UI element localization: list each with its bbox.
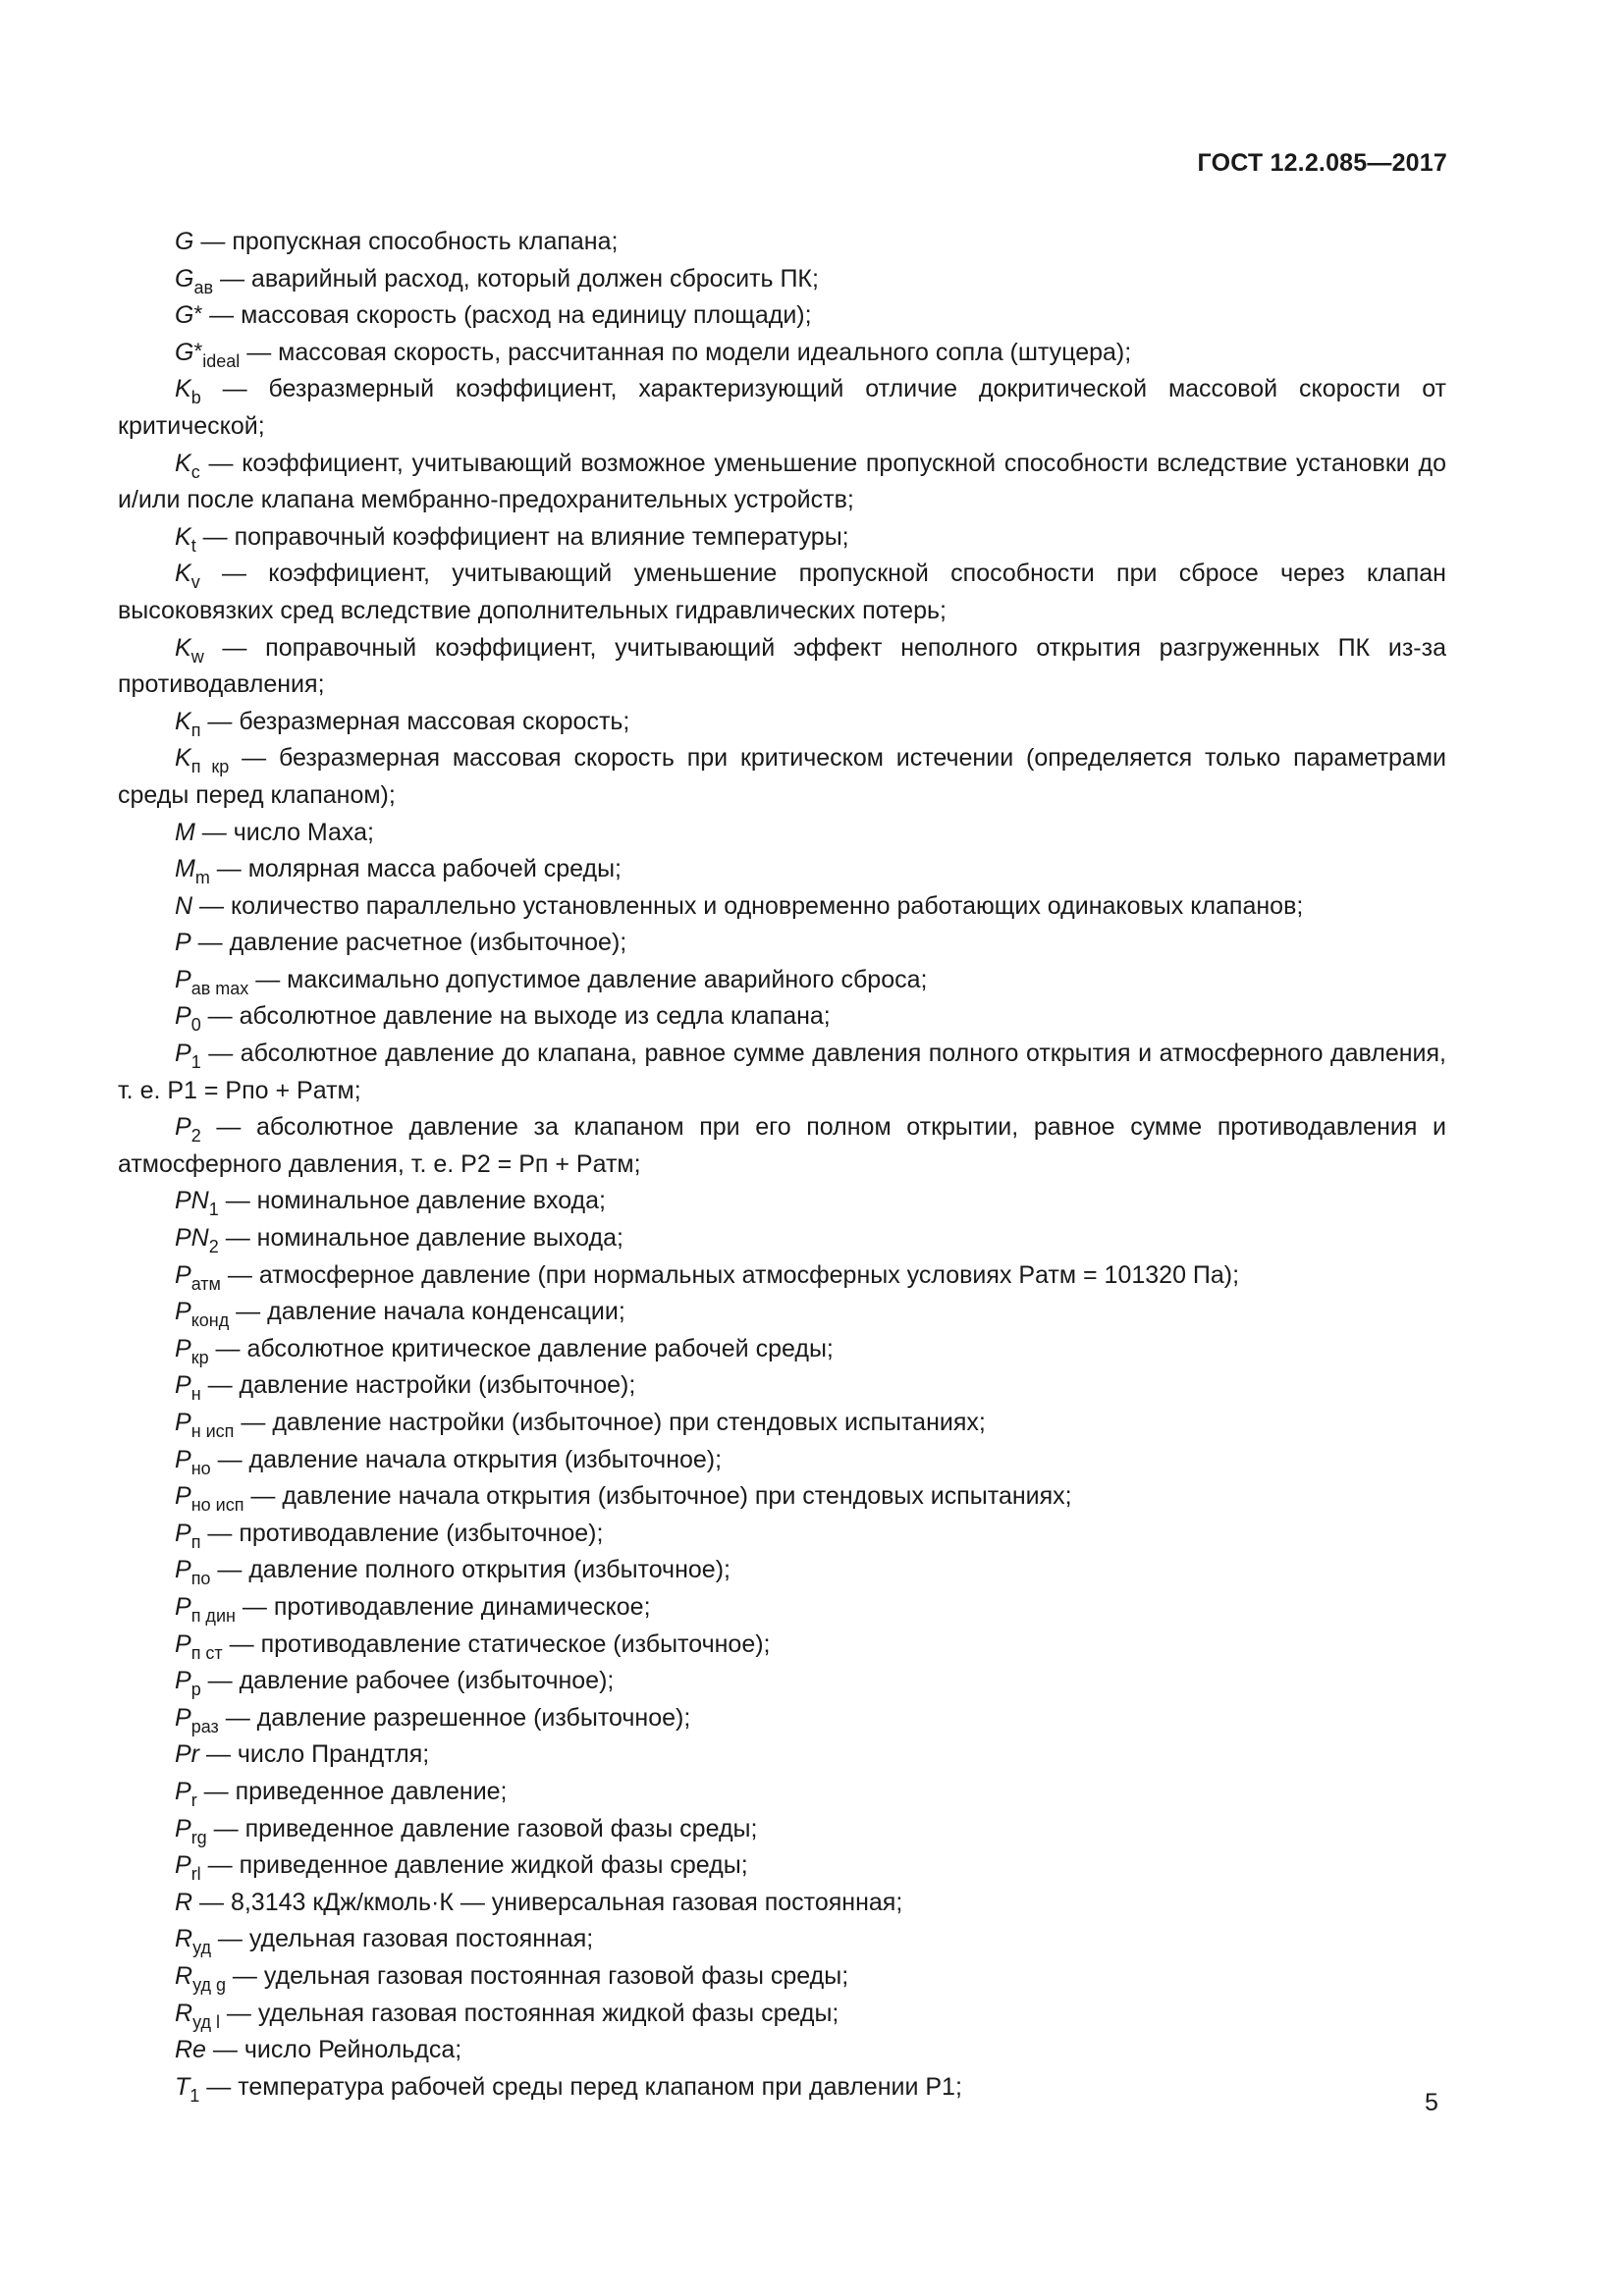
- symbol: P: [175, 1113, 191, 1142]
- symbol-definition: — коэффициент, учитывающий возможное уменьшение пропускной способности вследствие установки до и/или после клапана мембранно-предохранительных устройств;: [118, 449, 1446, 514]
- symbol-subscript: 0: [190, 1015, 201, 1036]
- symbol-subscript: 1: [208, 1200, 219, 1220]
- symbol: P: [175, 1592, 191, 1621]
- symbol: R: [175, 1888, 193, 1916]
- symbol: P: [175, 1814, 191, 1842]
- symbol-definition: — удельная газовая постоянная;: [210, 1925, 594, 1953]
- symbol-entry: [118, 1367, 1446, 1405]
- symbol: M: [175, 855, 195, 883]
- symbol-definition: — давление начала открытия (избыточное) при стендовых испытаниях;: [244, 1482, 1072, 1511]
- symbol-entry: [118, 1589, 1446, 1627]
- symbol: K: [175, 707, 191, 735]
- symbol-entry: [118, 815, 1446, 852]
- symbol-definition: — температура рабочей среды перед клапаном при давлении P1;: [199, 2072, 962, 2101]
- symbol-definition: — абсолютное давление на выходе из седла клапана;: [200, 1002, 831, 1031]
- symbol: K: [175, 449, 191, 477]
- symbol: Re: [175, 2036, 206, 2064]
- symbol-entry: [118, 519, 1446, 557]
- symbol-subscript: r: [190, 1789, 197, 1810]
- symbol-definition: — число Прандтля;: [199, 1740, 430, 1769]
- symbol-definition: — пропускная способность клапана;: [193, 228, 619, 255]
- symbol: P: [175, 1260, 191, 1289]
- symbol-entry: [118, 740, 1446, 814]
- symbol-definition: — массовая скорость (расход на единицу площади);: [202, 301, 812, 330]
- symbol-entry: [118, 1478, 1446, 1516]
- symbol-definition: — удельная газовая постоянная газовой фазы среды;: [225, 1961, 849, 1990]
- symbol-definition: — поправочный коэффициент, учитывающий эффект неполного открытия разгруженных ПК из-за противодавления;: [118, 633, 1446, 699]
- symbol-entry: [118, 1736, 1446, 1774]
- symbol-entry: [118, 1331, 1446, 1368]
- symbol-subscript: 2: [190, 1126, 201, 1147]
- symbol-entry: [118, 1442, 1446, 1479]
- symbol-subscript: атм: [190, 1273, 221, 1294]
- symbol: P: [175, 1298, 191, 1326]
- symbol: P: [175, 965, 191, 993]
- symbol: G: [175, 228, 194, 255]
- symbol-subscript: п дин: [190, 1605, 236, 1626]
- symbol-entry: [118, 1257, 1446, 1295]
- symbol-entry: [118, 2069, 1446, 2107]
- symbol-definition: — абсолютное давление до клапана, равное сумме давления полного открытия и атмосферного давления, т. е. P1 = Pпо + Pатм;: [118, 1040, 1446, 1104]
- symbol-subscript: rl: [190, 1863, 201, 1884]
- symbol-entry: [118, 446, 1446, 519]
- symbol-entry: [118, 335, 1446, 372]
- symbol: P: [175, 1851, 191, 1880]
- symbol-subscript: п кр: [190, 757, 230, 777]
- symbol: P: [175, 1703, 191, 1732]
- symbol-entry: [118, 1036, 1446, 1109]
- symbol-subscript: конд: [190, 1310, 230, 1331]
- symbol-entry: [118, 371, 1446, 445]
- symbol: T: [175, 2072, 190, 2101]
- symbol: K: [175, 375, 191, 403]
- symbol: P: [175, 929, 191, 957]
- symbol-definition: — массовая скорость, рассчитанная по модели идеального сопла (штуцера);: [240, 338, 1132, 366]
- symbol-entry: [118, 1183, 1446, 1220]
- symbol: P: [175, 1002, 191, 1031]
- symbol: P: [175, 1334, 191, 1362]
- symbol-superscript: *: [193, 338, 203, 363]
- symbol-definition: — молярная масса рабочей среды;: [209, 855, 623, 883]
- symbol-subscript: b: [190, 388, 201, 408]
- symbol-subscript: rg: [190, 1827, 207, 1847]
- symbol-entry: [118, 1627, 1446, 1664]
- symbol: PN: [175, 1187, 209, 1215]
- symbol-subscript: t: [190, 535, 196, 556]
- symbol: P: [175, 1445, 191, 1473]
- symbol-subscript: р: [190, 1679, 201, 1699]
- symbol-definition: — давление начала конденсации;: [229, 1298, 625, 1326]
- symbol: P: [175, 1629, 191, 1658]
- symbol-definition: — приведенное давление;: [196, 1777, 508, 1805]
- symbol: K: [175, 522, 191, 551]
- page-number: 5: [1425, 2089, 1438, 2116]
- symbol-definition: — безразмерная массовая скорость;: [200, 707, 630, 735]
- symbol-entry: [118, 1958, 1446, 1996]
- symbol-entry: [118, 1516, 1446, 1553]
- symbol-definition: — число Маха;: [194, 818, 375, 846]
- symbol-subscript: 2: [208, 1236, 219, 1256]
- symbol-entry: [118, 1996, 1446, 2033]
- symbol-definition: — число Рейнольдса;: [205, 2036, 462, 2064]
- symbol-entry: [118, 1774, 1446, 1811]
- symbol-subscript: но: [190, 1458, 211, 1478]
- symbol-definition: — абсолютное критическое давление рабочей среды;: [208, 1334, 834, 1362]
- symbol: N: [175, 891, 193, 920]
- symbol-entry: [118, 224, 1446, 261]
- symbol: G: [175, 338, 194, 366]
- symbol: G: [175, 301, 194, 330]
- symbol-entry: [118, 2032, 1446, 2069]
- symbol-subscript: ав: [193, 277, 214, 297]
- symbol-entry: [118, 261, 1446, 298]
- symbol-list: [118, 224, 1446, 2106]
- symbol-subscript: m: [194, 867, 210, 887]
- symbol-subscript: н: [190, 1384, 201, 1405]
- symbol: P: [175, 1777, 191, 1805]
- symbol-entry: [118, 925, 1446, 962]
- symbol: K: [175, 560, 191, 588]
- symbol-subscript: уд g: [192, 1974, 226, 1995]
- symbol-entry: [118, 556, 1446, 629]
- symbol-definition: — давление настройки (избыточное) при стендовых испытаниях;: [234, 1409, 986, 1436]
- symbol-subscript: кр: [190, 1347, 209, 1367]
- symbol-subscript: ав max: [190, 978, 249, 998]
- symbol-definition: — давление полного открытия (избыточное);: [210, 1556, 731, 1584]
- symbol: P: [175, 1519, 191, 1547]
- symbol-entry: [118, 998, 1446, 1036]
- symbol-entry: [118, 297, 1446, 335]
- symbol-entry: [118, 1847, 1446, 1885]
- symbol: P: [175, 1040, 191, 1068]
- symbol-entry: [118, 1921, 1446, 1958]
- symbol-entry: [118, 1405, 1446, 1442]
- symbol-definition: — давление разрешенное (избыточное);: [218, 1703, 691, 1732]
- symbol-entry: [118, 704, 1446, 741]
- symbol-definition: — противодавление (избыточное);: [200, 1519, 604, 1547]
- symbol-entry: [118, 962, 1446, 999]
- symbol-definition: — коэффициент, учитывающий уменьшение пропускной способности при сбросе через клапан высоковязких сред вследствие дополнительных гидравлических потерь;: [118, 560, 1446, 624]
- symbol: R: [175, 1925, 193, 1953]
- symbol-subscript: w: [190, 646, 204, 667]
- symbol-subscript: 1: [190, 1051, 201, 1072]
- symbol-subscript: ideal: [202, 350, 241, 371]
- symbol-entry: [118, 1663, 1446, 1700]
- symbol-subscript: но исп: [190, 1495, 244, 1516]
- symbol-subscript: уд: [192, 1938, 211, 1958]
- symbol-subscript: п: [190, 720, 201, 740]
- symbol-definition: — удельная газовая постоянная жидкой фазы среды;: [219, 1999, 839, 2027]
- symbol-subscript: п: [190, 1531, 201, 1552]
- symbol: G: [175, 264, 194, 293]
- symbol-entry: [118, 1700, 1446, 1737]
- symbol-definition: — количество параллельно установленных и одновременно работающих одинаковых клапанов;: [192, 891, 1304, 920]
- symbol-entry: [118, 1811, 1446, 1848]
- symbol-entry: [118, 1109, 1446, 1183]
- symbol-definition: — безразмерная массовая скорость при критическом истечении (определяется только параметрами среды перед клапаном);: [118, 744, 1446, 809]
- symbol-definition: — номинальное давление выхода;: [218, 1224, 623, 1253]
- symbol-subscript: н исп: [190, 1420, 235, 1441]
- symbol-definition: — номинальное давление входа;: [218, 1187, 606, 1215]
- symbol-subscript: уд l: [192, 2011, 220, 2032]
- symbol: K: [175, 744, 191, 773]
- symbol-definition: — безразмерный коэффициент, характеризующий отличие докритической массовой скорости от критической;: [118, 375, 1446, 440]
- symbol-definition: — атмосферное давление (при нормальных атмосферных условиях Pатм = 101320 Па);: [220, 1260, 1240, 1289]
- symbol: P: [175, 1482, 191, 1511]
- symbol-definition: — давление расчетное (избыточное);: [190, 929, 627, 957]
- symbol-subscript: v: [190, 572, 200, 593]
- symbol-entry: [118, 851, 1446, 888]
- symbol-entry: [118, 630, 1446, 704]
- symbol-entry: [118, 888, 1446, 926]
- symbol: M: [175, 818, 195, 846]
- symbol-definition: — 8,3143 кДж/кмоль·К — универсальная газовая постоянная;: [192, 1888, 903, 1916]
- symbol: R: [175, 1961, 193, 1990]
- symbol-subscript: 1: [189, 2085, 200, 2106]
- symbol-subscript: раз: [190, 1716, 219, 1736]
- symbol-definition: — противодавление статическое (избыточное);: [222, 1629, 771, 1658]
- symbol-superscript: *: [193, 300, 203, 326]
- symbol-subscript: по: [190, 1569, 211, 1589]
- symbol-entry: [118, 1552, 1446, 1589]
- symbol-definition: — абсолютное давление за клапаном при его полном открытии, равное сумме противодавления и атмосферного давления, т. е. P2 = Pп + Pатм;: [118, 1113, 1446, 1178]
- symbol-entry: [118, 1294, 1446, 1331]
- symbol-definition: — давление рабочее (избыточное);: [200, 1667, 615, 1695]
- document-header: ГОСТ 12.2.085—2017: [1197, 149, 1447, 177]
- symbol: K: [175, 633, 191, 662]
- symbol-definition: — приведенное давление жидкой фазы среды;: [200, 1851, 748, 1880]
- symbol-definition: — приведенное давление газовой фазы среды;: [206, 1814, 758, 1842]
- symbol: PN: [175, 1224, 209, 1253]
- symbol-definition: — максимально допустимое давление аварийного сброса;: [248, 965, 928, 993]
- symbol-entry: [118, 1220, 1446, 1257]
- symbol: P: [175, 1371, 191, 1400]
- symbol: P: [175, 1409, 191, 1436]
- symbol-definition: — противодавление динамическое;: [235, 1592, 651, 1621]
- symbol-subscript: п ст: [190, 1642, 223, 1663]
- symbol-entry: [118, 1885, 1446, 1922]
- symbol: Pr: [175, 1740, 199, 1769]
- symbol-definition: — давление настройки (избыточное);: [200, 1371, 636, 1400]
- symbol-subscript: c: [190, 461, 200, 482]
- symbol-definition: — давление начала открытия (избыточное);: [210, 1445, 723, 1473]
- symbol: P: [175, 1556, 191, 1584]
- symbol-definition: — поправочный коэффициент на влияние температуры;: [195, 522, 849, 551]
- symbol-definition: — аварийный расход, который должен сбросить ПК;: [213, 264, 819, 293]
- symbol: R: [175, 1999, 193, 2027]
- symbol: P: [175, 1667, 191, 1695]
